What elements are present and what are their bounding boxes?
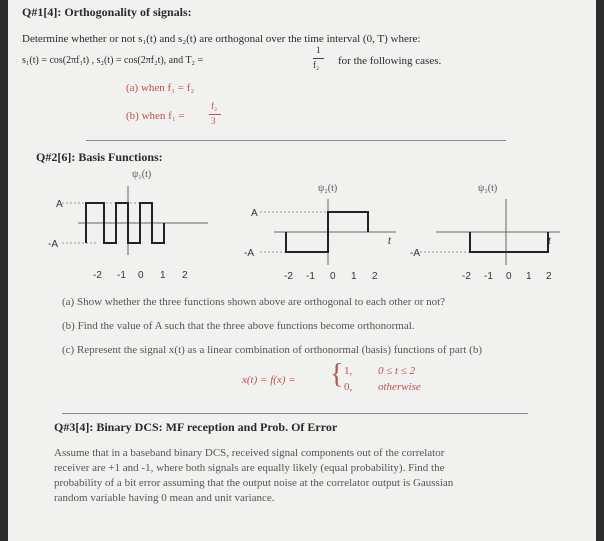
- psi1-tick: 2: [182, 270, 188, 281]
- psi3-title: ψ₃(t): [478, 183, 498, 194]
- psi3-axis-label: t: [548, 236, 551, 247]
- psi1-amp-neg: -A: [48, 239, 58, 250]
- q1-case-b-bar: [209, 114, 221, 115]
- psi2-tick: 0: [330, 271, 336, 282]
- q2-eq-cond1: 0 ≤ t ≤ 2: [378, 365, 416, 377]
- psi2-plot: [236, 195, 416, 290]
- psi1-tick: 1: [160, 270, 166, 281]
- psi2-tick: 2: [372, 271, 378, 282]
- psi1-tick: -1: [117, 270, 126, 281]
- q2-eq-lhs: x(t) = f(x) =: [242, 374, 296, 386]
- homework-sheet: [8, 0, 596, 541]
- psi1-title: ψ₁(t): [132, 169, 152, 180]
- psi1-amp-pos: A: [56, 199, 63, 210]
- psi2-amp-pos: A: [251, 208, 258, 219]
- psi1-plot: [38, 180, 228, 290]
- q1-frac-den: f₂: [313, 60, 320, 70]
- q2-eq-val2: 0,: [344, 381, 353, 393]
- q3-line1: Assume that in a baseband binary DCS, received signal components out of the correlator: [54, 447, 445, 459]
- q1-heading: Q#1[4]: Orthogonality of signals:: [22, 5, 192, 19]
- q3-line2: receiver are +1 and -1, where both signals are equally likely (equal probability). Find the: [54, 462, 445, 474]
- q1-case-b-den: 3: [211, 116, 216, 126]
- q2-part-c: (c) Represent the signal x(t) as a linear combination of orthonormal (basis) functions of part (b): [62, 344, 483, 356]
- psi3-tick: -1: [484, 271, 493, 282]
- psi1-tick: 0: [138, 270, 144, 281]
- psi2-tick: -2: [284, 271, 293, 282]
- q1-case-b-num: f₂: [211, 101, 218, 111]
- q2-eq-val1: 1,: [344, 365, 353, 377]
- q1-case-b: (b) when f₁ =: [126, 110, 185, 122]
- q1-frac-num: 1: [316, 45, 321, 55]
- divider-1: [86, 140, 506, 141]
- q2-part-a: (a) Show whether the three functions shown above are orthogonal to each other or not?: [62, 296, 446, 308]
- q3-heading: Q#3[4]: Binary DCS: MF reception and Prob. Of Error: [54, 420, 338, 434]
- q1-line1: Determine whether or not s₁(t) and s₂(t) are orthogonal over the time interval (0, T) where:: [22, 33, 421, 45]
- q2-eq-cond2: otherwise: [378, 381, 421, 393]
- psi3-tick: 2: [546, 271, 552, 282]
- q2-heading: Q#2[6]: Basis Functions:: [36, 150, 163, 164]
- q1-frac-bar: [313, 58, 324, 59]
- psi2-tick: -1: [306, 271, 315, 282]
- psi3-tick: 1: [526, 271, 532, 282]
- psi3-tick: 0: [506, 271, 512, 282]
- psi2-axis-label: t: [388, 236, 391, 247]
- psi3-amp-neg: -A: [410, 248, 420, 259]
- q3-line3: probability of a bit error assuming that the output noise at the correlator output is Gaussian: [54, 477, 454, 489]
- psi2-tick: 1: [351, 271, 357, 282]
- q2-eq-brace: {: [330, 359, 344, 390]
- psi3-tick: -2: [462, 271, 471, 282]
- psi2-title: ψ₂(t): [318, 183, 338, 194]
- psi2-amp-neg: -A: [244, 248, 254, 259]
- psi1-tick: -2: [93, 270, 102, 281]
- divider-2: [62, 413, 528, 414]
- q3-line4: random variable having 0 mean and unit variance.: [54, 492, 275, 504]
- psi3-plot: [396, 195, 584, 290]
- q1-case-a: (a) when f₁ = f₂: [126, 82, 195, 94]
- q1-line2a: s₁(t) = cos(2πf₁t) , s₂(t) = cos(2πf₂t), and T₂ =: [22, 55, 204, 66]
- q1-line2b: for the following cases.: [338, 55, 442, 67]
- q2-part-b: (b) Find the value of A such that the three above functions become orthonormal.: [62, 320, 415, 332]
